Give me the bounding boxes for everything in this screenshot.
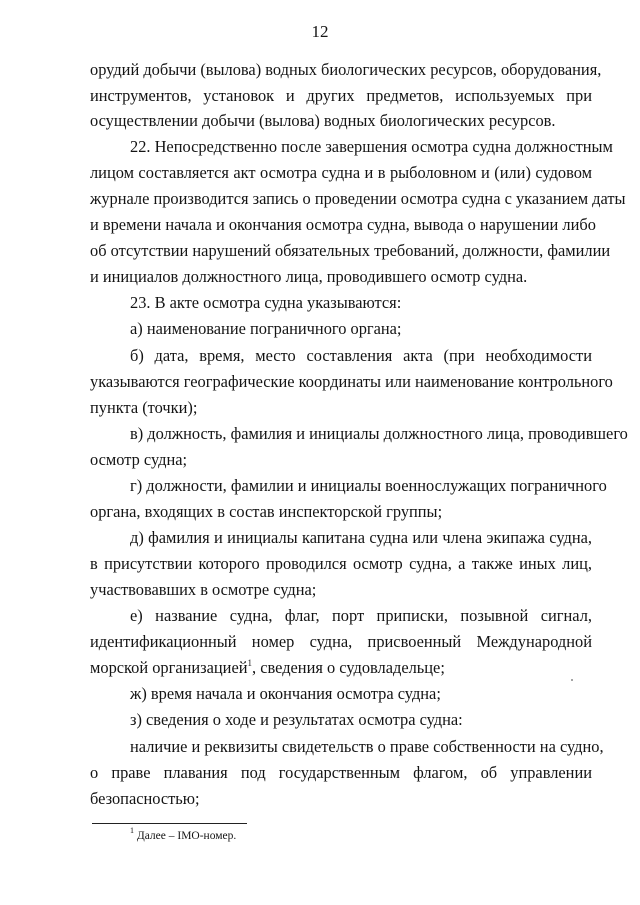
paragraph-line: осмотр судна; <box>90 450 188 469</box>
paragraph-line: з) сведения о ходе и результатах осмотра судна: <box>130 710 463 729</box>
paragraph-line: об отсутствии нарушений обязательных требований, должности, фамилии <box>90 241 611 260</box>
footnote-mark: 1 <box>130 826 134 836</box>
paragraph-line: 22. Непосредственно после завершения осмотра судна должностным <box>130 137 613 156</box>
paragraph-line: участвовавших в осмотре судна; <box>90 580 317 599</box>
paragraph-line: пункта (точки); <box>90 398 198 417</box>
paragraph-line <box>90 658 445 678</box>
paragraph-line: а) наименование пограничного органа; <box>130 319 402 338</box>
page-number: 12 <box>311 22 329 41</box>
paragraph-line: осуществлении добычи (вылова) водных биологических ресурсов. <box>90 111 556 130</box>
paragraph-line: журнале производится запись о проведении осмотра судна с указанием даты <box>90 189 626 208</box>
paragraph-line: д) фамилия и инициалы капитана судна или члена экипажа судна, <box>130 528 592 547</box>
paragraph-line: б) дата, время, место составления акта (при необходимости <box>130 346 592 365</box>
line-text: морской организацией <box>90 658 248 677</box>
paragraph-line: лицом составляется акт осмотра судна и в рыболовном и (или) судовом <box>90 163 592 182</box>
scan-speck <box>571 679 573 681</box>
paragraph-line: и времени начала и окончания осмотра судна, вывода о нарушении либо <box>90 215 596 234</box>
paragraph-line: указываются географические координаты или наименование контрольного <box>90 372 613 391</box>
paragraph-line: в присутствии которого проводился осмотр судна, а также иных лиц, <box>90 554 592 573</box>
paragraph-line: наличие и реквизиты свидетельств о праве собственности на судно, <box>130 737 604 756</box>
footnote-divider <box>92 823 247 824</box>
paragraph-line: и инициалов должностного лица, проводившего осмотр судна. <box>90 267 528 286</box>
paragraph-line: ж) время начала и окончания осмотра судна; <box>130 684 441 703</box>
paragraph-line: г) должности, фамилии и инициалы военнослужащих пограничного <box>130 476 607 495</box>
paragraph-line: о праве плавания под государственным флагом, об управлении <box>90 763 592 782</box>
footnote-text: Далее – IMO-номер. <box>134 830 237 842</box>
line-text: , сведения о судовладельце; <box>252 658 445 677</box>
paragraph-line: орудий добычи (вылова) водных биологических ресурсов, оборудования, <box>90 60 602 79</box>
paragraph-line: в) должность, фамилия и инициалы должностного лица, проводившего <box>130 424 628 443</box>
footnote-reference: 1 <box>247 657 253 668</box>
paragraph-line: 23. В акте осмотра судна указываются: <box>130 293 402 312</box>
paragraph-line: органа, входящих в состав инспекторской группы; <box>90 502 443 521</box>
paragraph-line: идентификационный номер судна, присвоенный Международной <box>90 632 592 651</box>
paragraph-line: инструментов, установок и других предметов, используемых при <box>90 86 592 105</box>
footnote <box>130 826 237 843</box>
paragraph-line: е) название судна, флаг, порт приписки, позывной сигнал, <box>130 606 592 625</box>
paragraph-line: безопасностью; <box>90 789 200 808</box>
